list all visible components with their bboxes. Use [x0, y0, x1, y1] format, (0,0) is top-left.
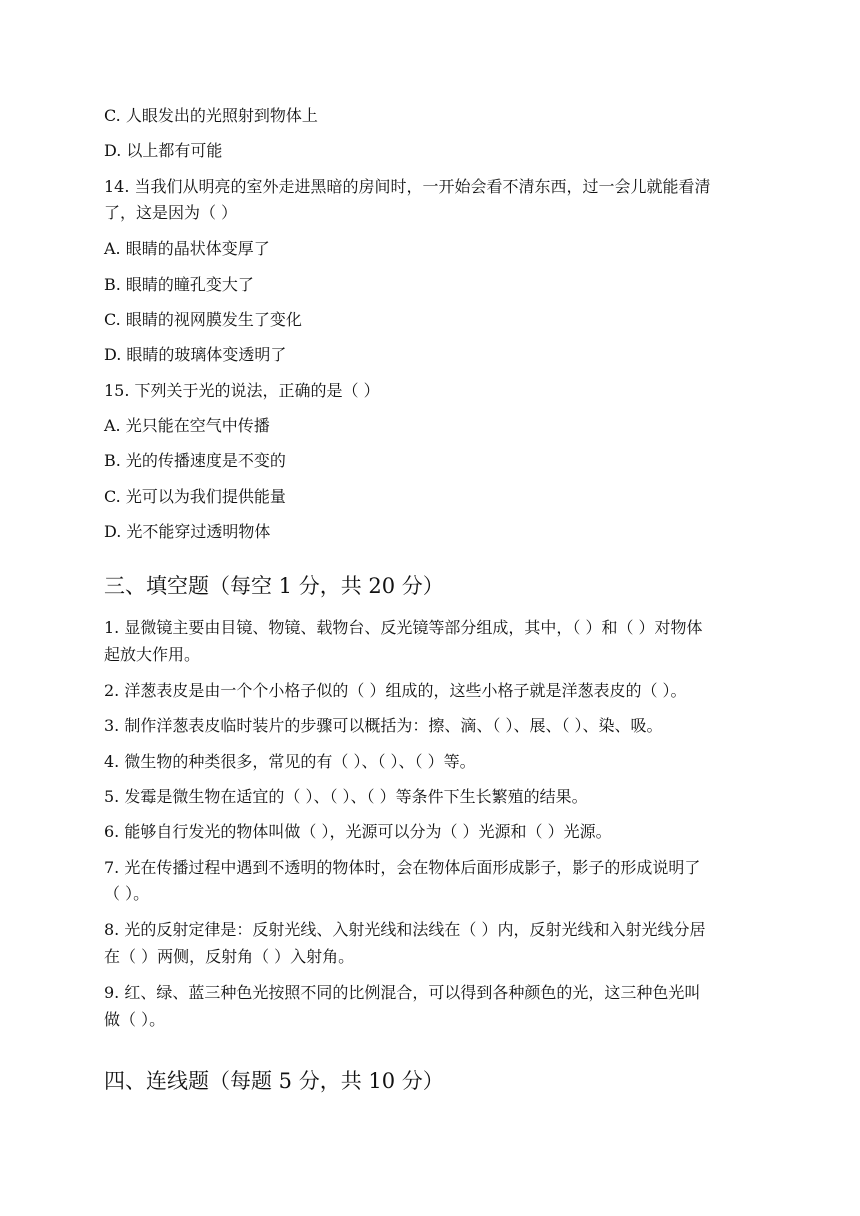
fill-item-5: 5. 发霉是微生物在适宜的（ ）、（ ）、（ ）等条件下生长繁殖的结果。: [104, 787, 588, 806]
fill-item-1-line1: 1. 显微镜主要由目镜、物镜、载物台、反光镜等部分组成，其中，（ ）和（ ）对物体: [104, 618, 703, 637]
fill-item-6: 6. 能够自行发光的物体叫做（ ），光源可以分为（ ）光源和（ ）光源。: [104, 822, 612, 841]
q13-option-d: D. 以上都有可能: [104, 141, 223, 160]
q14-stem-line1: 14. 当我们从明亮的室外走进黑暗的房间时，一开始会看不清东西，过一会儿就能看清: [104, 177, 711, 196]
fill-item-2: 2. 洋葱表皮是由一个个小格子似的（ ）组成的，这些小格子就是洋葱表皮的（ ）。: [104, 681, 687, 700]
fill-item-7-line2: （ ）。: [104, 884, 150, 903]
q13-option-c: C. 人眼发出的光照射到物体上: [104, 106, 318, 125]
q15-option-b: B. 光的传播速度是不变的: [104, 451, 286, 470]
q15-option-c: C. 光可以为我们提供能量: [104, 487, 286, 506]
q14-option-c: C. 眼睛的视网膜发生了变化: [104, 310, 302, 329]
q14-stem-line2: 了，这是因为（ ）: [104, 203, 238, 222]
q15-option-d: D. 光不能穿过透明物体: [104, 522, 271, 541]
q15-option-a: A. 光只能在空气中传播: [104, 416, 270, 435]
fill-item-9-line2: 做（ ）。: [104, 1010, 166, 1029]
section4-heading: 四、连线题（每题 5 分，共 10 分）: [104, 1069, 444, 1093]
fill-item-9-line1: 9. 红、绿、蓝三种色光按照不同的比例混合，可以得到各种颜色的光，这三种色光叫: [104, 983, 701, 1002]
fill-item-8-line1: 8. 光的反射定律是：反射光线、入射光线和法线在（ ）内，反射光线和入射光线分居: [104, 920, 706, 939]
fill-item-4: 4. 微生物的种类很多，常见的有（ ）、（ ）、（ ）等。: [104, 752, 476, 771]
section3-heading: 三、填空题（每空 1 分，共 20 分）: [104, 574, 444, 598]
q14-option-a: A. 眼睛的晶状体变厚了: [104, 239, 270, 258]
q14-option-b: B. 眼睛的瞳孔变大了: [104, 275, 254, 294]
fill-item-3: 3. 制作洋葱表皮临时装片的步骤可以概括为：擦、滴、（ ）、展、（ ）、染、吸。: [104, 716, 663, 735]
fill-item-1-line2: 起放大作用。: [104, 645, 201, 664]
q15-stem: 15. 下列关于光的说法，正确的是（ ）: [104, 381, 380, 400]
q14-option-d: D. 眼睛的玻璃体变透明了: [104, 345, 287, 364]
fill-item-7-line1: 7. 光在传播过程中遇到不透明的物体时，会在物体后面形成影子，影子的形成说明了: [104, 858, 701, 877]
fill-item-8-line2: 在（ ）两侧，反射角（ ）入射角。: [104, 947, 355, 966]
